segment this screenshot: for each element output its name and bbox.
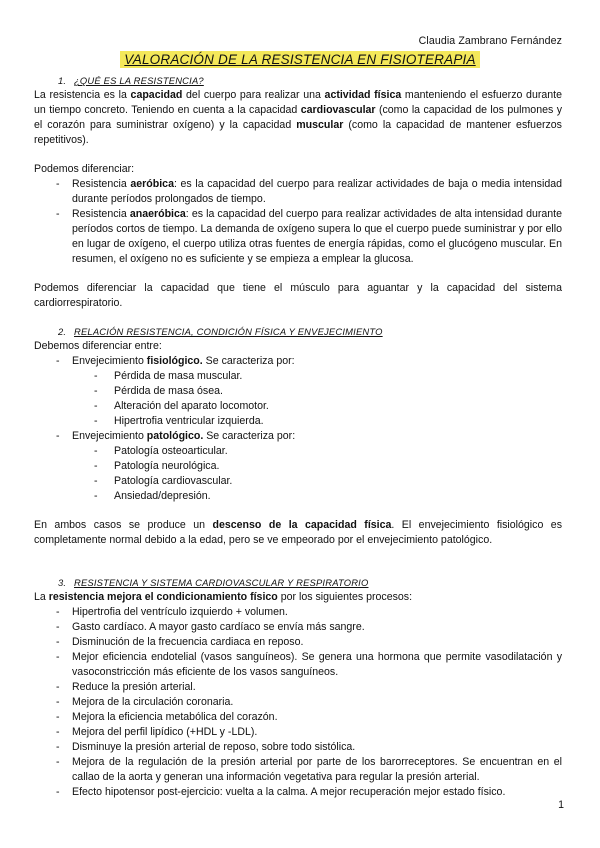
list-item: - Disminuye la presión arterial de reposo, sobre todo sistólica. — [34, 740, 562, 755]
list-item: - Hipertrofia ventricular izquierda. — [34, 414, 562, 429]
list-item: - Mejora del perfil lipídico (+HDL y -LDL). — [34, 725, 562, 740]
list-item: - Mejor eficiencia endotelial (vasos sanguíneos). Se genera una hormona que permite vasodilatación y vasoconstricción más eficiente de los vasos sanguíneos. — [34, 650, 562, 680]
section-1-closing: Podemos diferenciar la capacidad que tiene el músculo para aguantar y la capacidad del sistema cardiorrespiratorio. — [34, 282, 562, 309]
list-item-aerobic: - Resistencia aeróbica: es la capacidad del cuerpo para realizar actividades de baja o media intensidad durante períodos prolongados de tiempo. — [34, 177, 562, 207]
aging-types-list-2 — [34, 429, 562, 444]
list-item: - Efecto hipotensor post-ejercicio: vuelta a la calma. A mejor recuperación mejor estado físico. — [34, 785, 562, 800]
document-title: VALORACIÓN DE LA RESISTENCIA EN FISIOTERAPIA — [120, 51, 479, 68]
aging-types-list — [34, 354, 562, 369]
list-item: - Alteración del aparato locomotor. — [34, 399, 562, 414]
section-1-heading: 1. ¿QUÉ ES LA RESISTENCIA? — [58, 75, 204, 86]
list-item-physiological: - Envejecimiento fisiológico. Se caracteriza por: — [34, 354, 562, 369]
resistance-types-list — [34, 177, 562, 267]
list-item: - Patología cardiovascular. — [34, 474, 562, 489]
list-item: - Reduce la presión arterial. — [34, 680, 562, 695]
document-body — [34, 74, 562, 800]
list-item: - Gasto cardíaco. A mayor gasto cardíaco se envía más sangre. — [34, 620, 562, 635]
physiological-traits-list — [34, 369, 562, 429]
list-item: - Hipertrofia del ventrículo izquierdo + volumen. — [34, 605, 562, 620]
section-1-intro: Podemos diferenciar: — [34, 163, 135, 175]
list-item: - Patología neurológica. — [34, 459, 562, 474]
list-item: - Pérdida de masa muscular. — [34, 369, 562, 384]
list-item-anaerobic: - Resistencia anaeróbica: es la capacidad del cuerpo para realizar actividades de alta intensidad durante períodos cortos de tiempo. La demanda de oxígeno supera lo que el cuerpo puede suministrar y por ello en lugar de oxígeno, el cuerpo utiliza otras fuentes de energía rápidas, como el glucógeno muscular. En resumen, el oxígeno no es suficiente y se empieza a emplear la glucosa. — [34, 207, 562, 267]
section-1-paragraph: La resistencia es la capacidad del cuerpo para realizar una actividad física manteniendo el esfuerzo durante un tiempo concreto. Teniendo en cuenta a la capacidad cardiovascular (como la capacidad de los pulmones y el corazón para suministrar oxígeno) y la capacidad muscular (como la capacidad de mantener esfuerzos repetitivos). — [34, 89, 562, 146]
list-item: - Mejora la eficiencia metabólica del corazón. — [34, 710, 562, 725]
benefits-list — [34, 605, 562, 800]
author-name: Claudia Zambrano Fernández — [418, 35, 562, 47]
page-number: 1 — [558, 799, 564, 811]
section-3-intro: La resistencia mejora el condicionamiento físico por los siguientes procesos: — [34, 591, 413, 603]
list-item: - Patología osteoarticular. — [34, 444, 562, 459]
list-item: - Pérdida de masa ósea. — [34, 384, 562, 399]
list-item: - Ansiedad/depresión. — [34, 489, 562, 504]
section-2-heading: 2. RELACIÓN RESISTENCIA, CONDICIÓN FÍSICA Y ENVEJECIMIENTO — [58, 326, 383, 337]
section-3-heading: 3. RESISTENCIA Y SISTEMA CARDIOVASCULAR Y RESPIRATORIO — [58, 577, 369, 588]
list-item: - Mejora de la regulación de la presión arterial por parte de los barorreceptores. Se encuentran en el callao de la aorta y generan una información vegetativa para regular la presión arterial. — [34, 755, 562, 785]
title-wrapper — [0, 51, 600, 69]
list-item-pathological: - Envejecimiento patológico. Se caracteriza por: — [34, 429, 562, 444]
list-item: - Disminución de la frecuencia cardiaca en reposo. — [34, 635, 562, 650]
list-item: - Mejora de la circulación coronaria. — [34, 695, 562, 710]
section-2-paragraph: En ambos casos se produce un descenso de la capacidad física. El envejecimiento fisiológico es completamente normal debido a la edad, pero se ve empeorado por el envejecimiento patológico. — [34, 519, 562, 546]
section-2-intro: Debemos diferenciar entre: — [34, 340, 162, 352]
pathological-traits-list — [34, 444, 562, 504]
